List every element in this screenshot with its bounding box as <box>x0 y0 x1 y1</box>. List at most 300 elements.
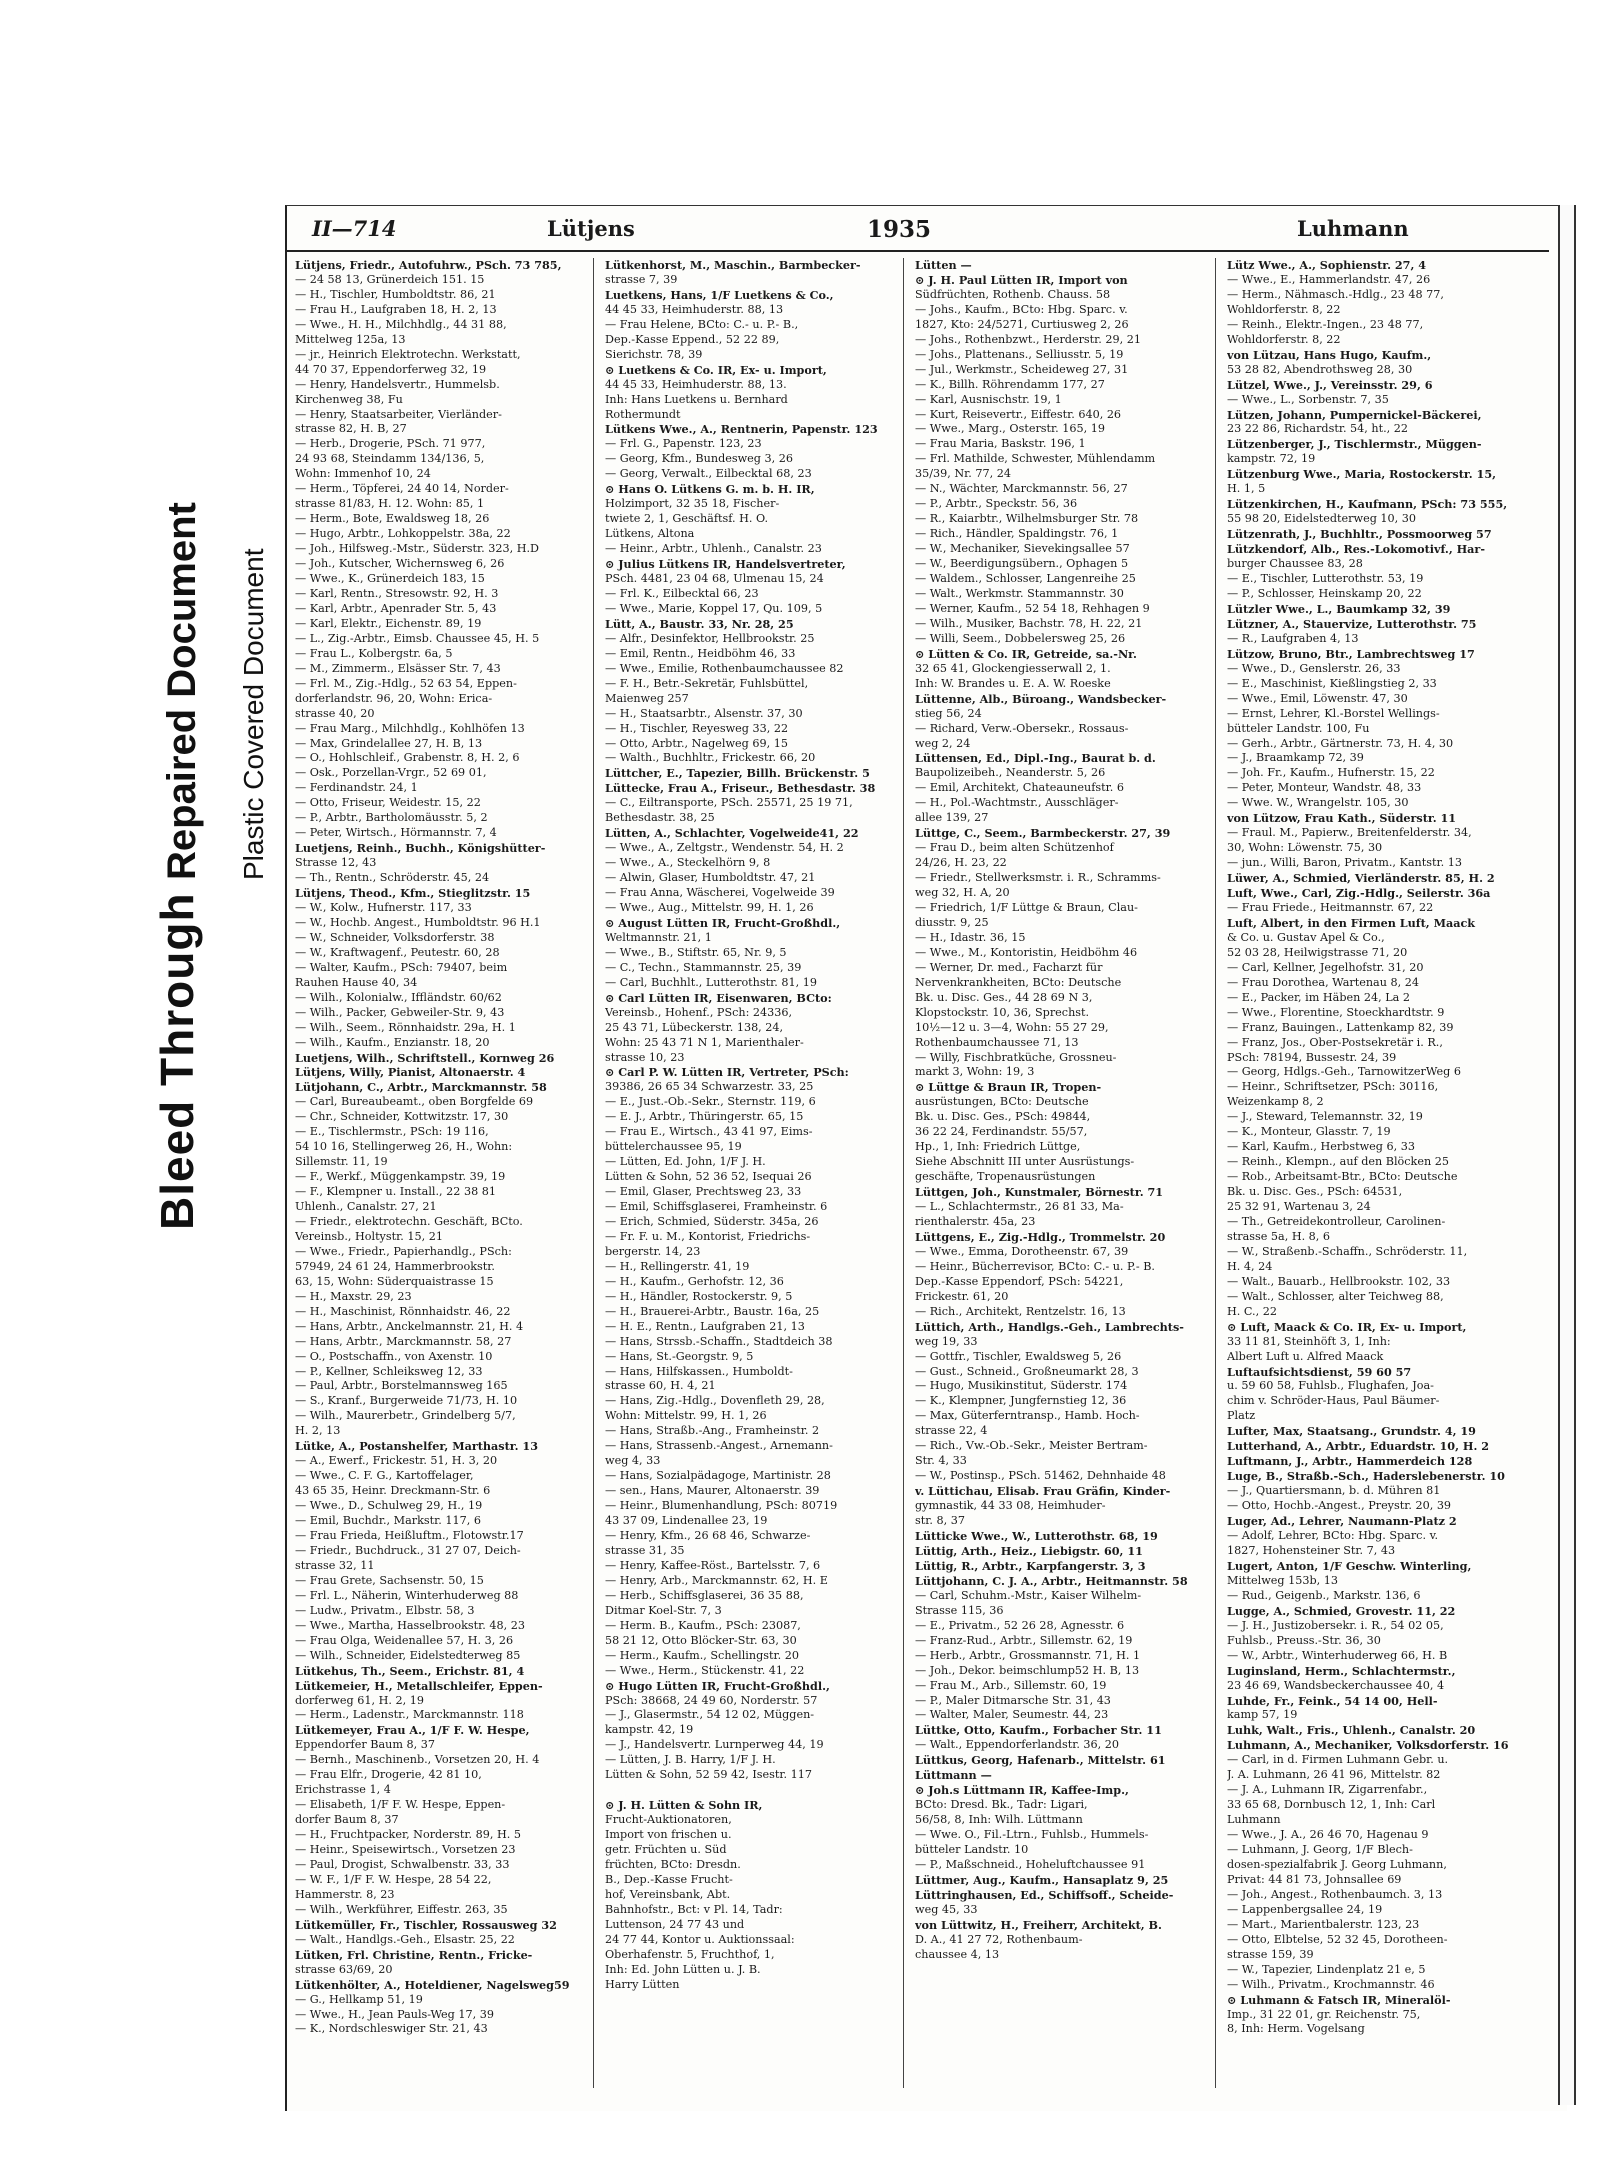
directory-entry-line: Lütten & Sohn, 52 59 42, Isestr. 117 <box>605 1768 812 1782</box>
directory-entry-line: Lütkemeier, H., Metallschleifer, Eppen- <box>295 1678 543 1693</box>
directory-entry-line: — Hugo, Musikinstitut, Süderstr. 174 <box>915 1379 1128 1393</box>
directory-entry-line: — Wwe., L., Sorbenstr. 7, 35 <box>1227 392 1389 406</box>
directory-entry-line: Luttenson, 24 77 43 und <box>605 1917 745 1931</box>
directory-entry-line: — Rich., Händler, Spaldingstr. 76, 1 <box>915 527 1119 541</box>
column-2 <box>605 258 904 2088</box>
directory-entry-line: weg 45, 33 <box>915 1902 978 1916</box>
directory-entry-line: — Herb., Arbtr., Grossmannstr. 71, H. 1 <box>915 1648 1141 1662</box>
directory-entry-line: — Hans, Strassenb.-Angest., Arnemann- <box>605 1439 833 1453</box>
directory-entry-line: — Werner, Dr. med., Facharzt für <box>915 960 1103 974</box>
directory-entry-line: Dep.-Kasse Eppendorf, PSch: 54221, <box>915 1274 1124 1288</box>
directory-entry-line: Lüttig, R., Arbtr., Karpfangerstr. 3, 3 <box>915 1558 1146 1573</box>
directory-entry-line: — Bernh., Maschinenb., Vorsetzen 20, H. 4 <box>295 1753 540 1767</box>
directory-entry-line: PSch: 38668, 24 49 60, Norderstr. 57 <box>605 1693 818 1707</box>
directory-entry-line: Lüttcher, E., Tapezier, Billh. Brückenstr. 5 <box>605 766 870 781</box>
directory-entry-line: — Luhmann, J. Georg, 1/F Blech- <box>1227 1843 1413 1857</box>
directory-entry-line: — sen., Hans, Maurer, Altonaerstr. 39 <box>605 1484 820 1498</box>
directory-entry-line: — Paul, Drogist, Schwalbenstr. 33, 33 <box>295 1857 510 1871</box>
directory-entry-line: — Frl. M., Zig.-Hdlg., 52 63 54, Eppen- <box>295 676 517 690</box>
directory-entry-line: Wohn: 25 43 71 N 1, Marienthaler- <box>605 1035 804 1049</box>
directory-entry-line: — Friedr., elektrotechn. Geschäft, BCto. <box>295 1215 523 1228</box>
directory-entry-line: — Gerh., Arbtr., Gärtnerstr. 73, H. 4, 30 <box>1227 736 1454 750</box>
directory-entry-line: — E., Tischler, Lutterothstr. 53, 19 <box>1227 572 1424 586</box>
directory-entry-line: — Frau H., Laufgraben 18, H. 2, 13 <box>295 302 497 316</box>
directory-entry-line: — F., Klempner u. Install., 22 38 81 <box>295 1185 496 1199</box>
directory-entry-line: ⊙ Lüttge & Braun IR, Tropen- <box>915 1080 1102 1095</box>
directory-entry-line: — R., Laufgraben 4, 13 <box>1227 631 1359 645</box>
directory-entry-line: Wohldorferstr. 8, 22 <box>1227 302 1341 316</box>
directory-entry-line: Lüttringhausen, Ed., Schiffsoff., Scheide- <box>915 1887 1174 1902</box>
directory-page <box>285 205 1567 2111</box>
directory-entry-line: ⊙ J. H. Paul Lütten IR, Import von <box>915 272 1128 287</box>
directory-entry-line: Lütkehus, Th., Seem., Erichstr. 81, 4 <box>295 1663 525 1678</box>
directory-entry-line: — Wwe., Aug., Mittelstr. 99, H. 1, 26 <box>605 900 814 914</box>
header-year: 1935 <box>867 216 932 243</box>
directory-entry-line: — Frl. L., Näherin, Winterhuderweg 88 <box>295 1588 519 1602</box>
directory-entry-line: 25 43 71, Lübeckerstr. 138, 24, <box>605 1020 784 1034</box>
directory-entry-line: — Henry, Kaffee-Röst., Bartelsstr. 7, 6 <box>605 1558 821 1572</box>
directory-entry-line: — Jul., Werkmstr., Scheideweg 27, 31 <box>915 362 1129 376</box>
directory-entry-line: — Emil, Schiffsglaserei, Framheinstr. 6 <box>605 1200 828 1214</box>
directory-entry-line: — Herb., Schiffsglaserei, 36 35 88, <box>605 1588 804 1602</box>
directory-entry-line: — F. H., Betr.-Sekretär, Fuhlsbüttel, <box>605 676 809 690</box>
directory-entry-line: 1827, Kto: 24/5271, Curtiusweg 2, 26 <box>915 317 1129 331</box>
directory-entry-line: — Frl. K., Eilbecktal 66, 23 <box>605 586 759 600</box>
directory-entry-line: 23 46 69, Wandsbeckerchaussee 40, 4 <box>1227 1678 1445 1692</box>
directory-entry-line: — Werner, Kaufm., 52 54 18, Rehhagen 9 <box>915 601 1150 615</box>
directory-entry-line: — Walt., Eppendorferlandstr. 36, 20 <box>915 1738 1120 1752</box>
directory-entry-line: — Franz-Rud., Arbtr., Sillemstr. 62, 19 <box>915 1633 1133 1647</box>
directory-entry-line: ⊙ Luft, Maack & Co. IR, Ex- u. Import, <box>1227 1319 1467 1334</box>
directory-entry-line: — Georg, Kfm., Bundesweg 3, 26 <box>605 452 793 466</box>
directory-entry-line: Mittelweg 153b, 13 <box>1227 1573 1339 1587</box>
directory-entry-line: 10½—12 u. 3—4, Wohn: 55 27 29, <box>915 1020 1109 1034</box>
directory-entry-line: — Max, Grindelallee 27, H. B, 13 <box>295 736 483 750</box>
directory-entry-line: — Gottfr., Tischler, Ewaldsweg 5, 26 <box>915 1349 1122 1363</box>
directory-entry-line: ⊙ Carl Lütten IR, Eisenwaren, BCto: <box>605 990 832 1005</box>
directory-entry-line: 25 32 91, Wartenau 3, 24 <box>1227 1200 1371 1214</box>
directory-entry-line: — Hans, St.-Georgstr. 9, 5 <box>605 1349 754 1363</box>
directory-entry-line: v. Lüttichau, Elisab. Frau Gräfin, Kinder- <box>915 1484 1171 1499</box>
directory-entry-line: Luhk, Walt., Fris., Uhlenh., Canalstr. 20 <box>1227 1723 1476 1738</box>
directory-entry-line: — E. J., Arbtr., Thüringerstr. 65, 15 <box>605 1110 804 1124</box>
directory-entry-line: — J. A., Luhmann IR, Zigarrenfabr., <box>1227 1783 1428 1797</box>
directory-entry-line: — Heinr., Speisewirtsch., Vorsetzen 23 <box>295 1843 516 1857</box>
directory-entry-line: J. A. Luhmann, 26 41 96, Mittelstr. 82 <box>1227 1768 1441 1782</box>
directory-entry-line: — E., Tischlermstr., PSch: 19 116, <box>295 1125 489 1139</box>
directory-entry-line: — H., Maschinist, Rönnhaidstr. 46, 22 <box>295 1304 511 1318</box>
directory-entry-line: früchten, BCto: Dresdn. <box>605 1857 741 1871</box>
directory-entry-line: ⊙ Lütten & Co. IR, Getreide, sa.-Nr. <box>915 646 1137 661</box>
directory-entry-line: Luft, Wwe., Carl, Zig.-Hdlg., Seilerstr. 36a <box>1227 886 1491 901</box>
directory-entry-line: — Frl. Mathilde, Schwester, Mühlendamm <box>915 452 1156 466</box>
directory-entry-line: — Walth., Buchhltr., Frickestr. 66, 20 <box>605 751 816 765</box>
directory-entry-line: Lüttich, Arth., Handlgs.-Geh., Lambrechts- <box>915 1319 1184 1334</box>
directory-entry-line: — Wwe., B., Stiftstr. 65, Nr. 9, 5 <box>605 945 787 959</box>
directory-entry-line: Kirchenweg 38, Fu <box>295 392 403 406</box>
directory-entry-line: — Walter, Maler, Seumestr. 44, 23 <box>915 1708 1109 1722</box>
directory-entry-line: — W., Arbtr., Winterhuderweg 66, H. B <box>1227 1648 1448 1662</box>
directory-entry-line: — Wwe., Marg., Osterstr. 165, 19 <box>915 422 1105 436</box>
directory-entry-line: Luetjens, Wilh., Schriftstell., Kornweg 26 <box>295 1050 555 1065</box>
directory-entry-line: ⊙ Hans O. Lütkens G. m. b. H. IR, <box>605 482 815 497</box>
directory-entry-line: — Friedr., Buchdruck., 31 27 07, Deich- <box>295 1543 521 1557</box>
directory-entry-line: — H., Händler, Rostockerstr. 9, 5 <box>605 1289 793 1303</box>
directory-entry-line: strasse 10, 23 <box>605 1050 685 1064</box>
directory-entry-line: — Wilh., Kolonialw., Iffländstr. 60/62 <box>295 990 502 1004</box>
bleed-through-label: Bleed Through <box>151 892 203 1230</box>
directory-entry-line: — Joh., Dekor. beimschlump52 H. B, 13 <box>915 1663 1140 1677</box>
directory-entry-line: — Wwe., D., Genslerstr. 26, 33 <box>1227 661 1401 675</box>
directory-entry-line: — S., Kranf., Burgerweide 71/73, H. 10 <box>295 1394 518 1408</box>
directory-entry-line: Import von frischen u. <box>605 1828 732 1842</box>
directory-entry-line: — P., Arbtr., Speckstr. 56, 36 <box>915 497 1078 511</box>
repaired-document-label: Repaired Document <box>160 502 204 880</box>
directory-entry-line: strasse 40, 20 <box>295 706 375 720</box>
directory-entry-line: — W., Postinsp., PSch. 51462, Dehnhaide 48 <box>915 1469 1166 1483</box>
directory-entry-line: — Wwe., Emil, Löwenstr. 47, 30 <box>1227 691 1408 705</box>
directory-entry-line: — K., Klempner, Jungfernstieg 12, 36 <box>915 1394 1127 1408</box>
directory-entry-line: Wohldorferstr. 8, 22 <box>1227 332 1341 346</box>
directory-entry-line: — Karl, Arbtr., Apenrader Str. 5, 43 <box>295 601 497 615</box>
directory-entry-line: — Karl, Rentn., Stresowstr. 92, H. 3 <box>295 586 499 600</box>
directory-entry-line: — E., Privatm., 52 26 28, Agnesstr. 6 <box>915 1618 1125 1632</box>
directory-entry-line: ⊙ Hugo Lütten IR, Frucht-Großhdl., <box>605 1678 830 1693</box>
directory-entry-line: 56/58, 8, Inh: Wilh. Lüttmann <box>915 1813 1083 1827</box>
directory-entry-line: — P., Kellner, Schleiksweg 12, 33 <box>295 1364 483 1378</box>
directory-entry-line: BCto: Dresd. Bk., Tadr: Ligari, <box>915 1798 1088 1812</box>
directory-entry-line: Inh: W. Brandes u. E. A. W. Roeske <box>915 676 1111 690</box>
directory-entry-line: — Hans, Arbtr., Marckmannstr. 58, 27 <box>295 1334 512 1348</box>
directory-entry-line: Lüttenne, Alb., Büroang., Wandsbecker- <box>915 691 1167 706</box>
directory-entry-line: — Walt., Bauarb., Hellbrookstr. 102, 33 <box>1227 1274 1451 1288</box>
directory-entry-line: weg 4, 33 <box>605 1454 661 1468</box>
directory-entry-line: Fuhlsb., Preuss.-Str. 36, 30 <box>1227 1633 1381 1647</box>
directory-entry-line: — Henry, Kfm., 26 68 46, Schwarze- <box>605 1529 811 1543</box>
directory-entry-line: Strasse 115, 36 <box>915 1603 1004 1617</box>
directory-entry-line: — jr., Heinrich Elektrotechn. Werkstatt, <box>295 347 521 361</box>
directory-entry-line: Lüttig, Arth., Heiz., Liebigstr. 60, 11 <box>915 1543 1143 1558</box>
directory-entry-line: Rauhen Hause 40, 34 <box>295 975 418 989</box>
directory-entry-line: 8, Inh: Herm. Vogelsang <box>1227 2022 1365 2036</box>
directory-entry-line: Lütjens, Theod., Kfm., Stieglitzstr. 15 <box>295 886 531 901</box>
directory-entry-line: — Rich., Vw.-Ob.-Sekr., Meister Bertram- <box>915 1439 1148 1453</box>
directory-entry-line: Wohn: Immenhof 10, 24 <box>295 467 431 481</box>
directory-entry-line: strasse 82, H. B, 27 <box>295 422 407 436</box>
directory-entry-line: — Th., Rentn., Schröderstr. 45, 24 <box>295 871 490 885</box>
directory-entry-line: Hammerstr. 8, 23 <box>295 1887 395 1901</box>
directory-entry-line: 57949, 24 61 24, Hammerbrookstr. <box>295 1259 495 1273</box>
directory-entry-line: Bethesdastr. 38, 25 <box>605 811 715 825</box>
directory-entry-line: 24/26, H. 23, 22 <box>915 856 1007 870</box>
directory-entry-line: Lüttgen, Joh., Kunstmaler, Börnestr. 71 <box>915 1185 1164 1200</box>
directory-entry-line: — Chr., Schneider, Kottwitzstr. 17, 30 <box>295 1110 509 1124</box>
directory-entry-line: — Carl, Buchhlt., Lutterothstr. 81, 19 <box>605 975 817 989</box>
directory-entry-line: — Hans, Strssb.-Schaffn., Stadtdeich 38 <box>605 1334 833 1348</box>
directory-entry-line: — J., Braamkamp 72, 39 <box>1227 751 1364 765</box>
directory-entry-line: — Lütten, J. B. Harry, 1/F J. H. <box>605 1753 776 1767</box>
directory-entry-line: Lützenkirchen, H., Kaufmann, PSch: 73 555, <box>1227 497 1508 512</box>
directory-entry-line: Luhde, Fr., Feink., 54 14 00, Hell- <box>1227 1693 1438 1708</box>
directory-entry-line: — Wilh., Kaufm., Enzianstr. 18, 20 <box>295 1035 490 1049</box>
directory-entry-line: Luginsland, Herm., Schlachtermstr., <box>1227 1663 1456 1678</box>
directory-entry-line: — Wilh., Seem., Rönnhaidstr. 29a, H. 1 <box>295 1020 516 1034</box>
directory-entry-line: Holzimport, 32 35 18, Fischer- <box>605 497 780 511</box>
directory-entry-line: — P., Maler Ditmarsche Str. 31, 43 <box>915 1693 1111 1707</box>
directory-entry-line: — Heinr., Schriftsetzer, PSch: 30116, <box>1227 1080 1439 1094</box>
directory-entry-line <box>605 1783 903 1798</box>
directory-entry-line: Lütkemüller, Fr., Tischler, Rossausweg 32 <box>295 1917 557 1932</box>
directory-entry-line: — J., Glasermstr., 54 12 02, Müggen- <box>605 1708 815 1722</box>
directory-entry-line: Lüttecke, Frau A., Friseur., Bethesdastr. 38 <box>605 781 876 796</box>
directory-entry-line: — Reinh., Elektr.-Ingen., 23 48 77, <box>1227 317 1424 331</box>
directory-entry-line: — Wilh., Maurerbetr., Grindelberg 5/7, <box>295 1409 516 1423</box>
directory-entry-line: dorferlandstr. 96, 20, Wohn: Erica- <box>295 691 493 705</box>
directory-entry-line: Lützow, Bruno, Btr., Lambrechtsweg 17 <box>1227 646 1475 661</box>
directory-entry-line: 30, Wohn: Löwenstr. 75, 30 <box>1227 841 1383 855</box>
directory-entry-line: von Lüttwitz, H., Freiherr, Architekt, B. <box>915 1917 1162 1932</box>
directory-entry-line: — H., Staatsarbtr., Alsenstr. 37, 30 <box>605 706 803 720</box>
directory-entry-line: Luftaufsichtsdienst, 59 60 57 <box>1227 1364 1412 1379</box>
directory-entry-line: strasse 22, 4 <box>915 1424 988 1438</box>
directory-entry-line: — Wwe., E., Hammerlandstr. 47, 26 <box>1227 272 1431 286</box>
directory-entry-line: Privat: 44 81 73, Johnsallee 69 <box>1227 1872 1402 1886</box>
directory-entry-line: u. 59 60 58, Fuhlsb., Flughafen, Joa- <box>1227 1379 1434 1393</box>
directory-entry-line: — Walter, Kaufm., PSch: 79407, beim <box>295 960 508 974</box>
directory-entry-line: Lütkens, Altona <box>605 527 695 541</box>
directory-entry-line: markt 3, Wohn: 19, 3 <box>915 1065 1035 1079</box>
directory-entry-line: 63, 15, Wohn: Süderquaistrasse 15 <box>295 1274 494 1288</box>
directory-entry-line: — Wilh., Packer, Gebweiler-Str. 9, 43 <box>295 1005 505 1019</box>
directory-entry-line: 43 37 09, Lindenallee 23, 19 <box>605 1514 768 1528</box>
directory-entry-line: kamp 57, 19 <box>1227 1708 1298 1722</box>
directory-entry-line: — Walt., Werkmstr. Stammannstr. 30 <box>915 586 1124 600</box>
directory-entry-line: 36 22 24, Ferdinandstr. 55/57, <box>915 1125 1088 1139</box>
directory-entry-line: Lugert, Anton, 1/F Geschw. Winterling, <box>1227 1558 1472 1573</box>
directory-entry-line: — H., Tischler, Humboldtstr. 86, 21 <box>295 287 496 301</box>
directory-entry-line: Lütt, A., Baustr. 33, Nr. 28, 25 <box>605 616 794 631</box>
directory-entry-line: — L., Schlachtermstr., 26 81 33, Ma- <box>915 1200 1124 1214</box>
directory-entry-line: H. C., 22 <box>1227 1304 1277 1318</box>
directory-entry-line: — Wwe., D., Schulweg 29, H., 19 <box>295 1499 483 1513</box>
directory-entry-line: — H., Kaufm., Gerhofstr. 12, 36 <box>605 1274 784 1288</box>
directory-entry-line: Lützen, Johann, Pumpernickel-Bäckerei, <box>1227 407 1482 422</box>
directory-entry-line: — 24 58 13, Grünerdeich 151. 15 <box>295 272 485 286</box>
directory-entry-line: — Walt., Schlosser, alter Teichweg 88, <box>1227 1289 1444 1303</box>
directory-entry-line: — Otto, Elbtelse, 52 32 45, Dorotheen- <box>1227 1932 1448 1946</box>
directory-entry-line: — Herm., Nähmasch.-Hdlg., 23 48 77, <box>1227 287 1444 301</box>
directory-entry-line: Lützenberger, J., Tischlermstr., Müggen- <box>1227 437 1482 452</box>
directory-entry-line: — Wwe., Florentine, Stoeckhardtstr. 9 <box>1227 1005 1445 1019</box>
directory-entry-line: — H., Fruchtpacker, Norderstr. 89, H. 5 <box>295 1828 521 1842</box>
directory-entry-line: Siehe Abschnitt III unter Ausrüstungs- <box>915 1155 1135 1169</box>
directory-entry-line: Lüttensen, Ed., Dipl.-Ing., Baurat b. d. <box>915 751 1156 766</box>
directory-entry-line: — Frau Friede., Heitmannstr. 67, 22 <box>1227 900 1434 914</box>
directory-entry-line: Ditmar Koel-Str. 7, 3 <box>605 1603 722 1617</box>
directory-entry-line: ⊙ Luetkens & Co. IR, Ex- u. Import, <box>605 362 827 377</box>
directory-entry-line: — Wwe., Herm., Stückenstr. 41, 22 <box>605 1663 805 1677</box>
directory-entry-line: — Peter, Wirtsch., Hörmannstr. 7, 4 <box>295 826 497 840</box>
directory-entry-line: Platz <box>1227 1409 1256 1423</box>
directory-entry-line: — Franz, Jos., Ober-Postsekretär i. R., <box>1227 1035 1443 1049</box>
directory-entry-line: Harry Lütten <box>605 1977 680 1991</box>
directory-entry-line: strasse 32, 11 <box>295 1558 375 1572</box>
directory-entry-line: gymnastik, 44 33 08, Heimhuder- <box>915 1499 1106 1513</box>
directory-entry-line: — Wwe., M., Kontoristin, Heidböhm 46 <box>915 945 1138 959</box>
directory-entry-line: — Henry, Handelsvertr., Hummelsb. <box>295 377 500 391</box>
directory-entry-line: — Franz, Bauingen., Lattenkamp 82, 39 <box>1227 1020 1454 1034</box>
directory-entry-line: — Willy, Fischbratküche, Grossneu- <box>915 1050 1117 1064</box>
directory-entry-line: Uhlenh., Canalstr. 27, 21 <box>295 1200 437 1214</box>
directory-entry-line: Luge, B., Straßb.-Sch., Haderslebenerstr. 10 <box>1227 1469 1505 1484</box>
directory-entry-line: dosen-spezialfabrik J. Georg Luhmann, <box>1227 1857 1447 1871</box>
directory-entry-line: — Hans, Hilfskassen., Humboldt- <box>605 1364 793 1378</box>
directory-entry-line: — J., Handelsvertr. Lurnperweg 44, 19 <box>605 1738 824 1752</box>
directory-entry-line: — Carl, in d. Firmen Luhmann Gebr. u. <box>1227 1753 1449 1767</box>
directory-entry-line: — Alfr., Desinfektor, Hellbrookstr. 25 <box>605 631 815 645</box>
directory-entry-line: — Frau Helene, BCto: C.- u. P.- B., <box>605 317 799 331</box>
directory-entry-line: — Carl, Schuhm.-Mstr., Kaiser Wilhelm- <box>915 1588 1142 1602</box>
directory-entry-line: — Wwe., C. F. G., Kartoffelager, <box>295 1469 474 1483</box>
directory-entry-line: — Heinr., Blumenhandlung, PSch: 80719 <box>605 1499 838 1513</box>
directory-entry-line: — Fr. F. u. M., Kontorist, Friedrichs- <box>605 1229 811 1243</box>
directory-entry-line: & Co. u. Gustav Apel & Co., <box>1227 930 1385 944</box>
directory-entry-line: — H., Idastr. 36, 15 <box>915 930 1026 944</box>
directory-entry-line: geschäfte, Tropenausrüstungen <box>915 1170 1096 1184</box>
column-1 <box>295 258 594 2088</box>
directory-entry-line: — J. H., Justizobersekr. i. R., 54 02 05, <box>1227 1618 1444 1632</box>
directory-entry-line: — K., Billh. Röhrendamm 177, 27 <box>915 377 1105 391</box>
directory-entry-line: — W., Hochb. Angest., Humboldtstr. 96 H.1 <box>295 915 541 929</box>
directory-entry-line: Sierichstr. 78, 39 <box>605 347 703 361</box>
directory-entry-line: 52 03 28, Heilwigstrasse 71, 20 <box>1227 945 1408 959</box>
directory-entry-line: Lütkenhorst, M., Maschin., Barmbecker- <box>605 258 861 272</box>
directory-entry-line: — H., Pol.-Wachtmstr., Ausschläger- <box>915 796 1119 810</box>
directory-entry-line: — Willi, Seem., Dobbelersweg 25, 26 <box>915 631 1126 645</box>
directory-entry-line: Lugge, A., Schmied, Grovestr. 11, 22 <box>1227 1603 1456 1618</box>
directory-entry-line: — E., Just.-Ob.-Sekr., Sternstr. 119, 6 <box>605 1095 816 1109</box>
directory-entry-line: dorferweg 61, H. 2, 19 <box>295 1693 424 1707</box>
directory-entry-line: — F., Werkf., Müggenkampstr. 39, 19 <box>295 1170 506 1184</box>
directory-entry-line: — Hans, Straßb.-Ang., Framheinstr. 2 <box>605 1424 820 1438</box>
directory-entry-line: — Karl, Kaufm., Herbstweg 6, 33 <box>1227 1140 1415 1154</box>
directory-entry-line: — Lappenbergsallee 24, 19 <box>1227 1902 1383 1916</box>
directory-entry-line: — O., Hohlschleif., Grabenstr. 8, H. 2, 6 <box>295 751 520 765</box>
directory-entry-line: Lütten, A., Schlachter, Vogelweide41, 22 <box>605 826 859 841</box>
directory-entry-line: Eppendorfer Baum 8, 37 <box>295 1738 435 1752</box>
directory-entry-line: — Wwe., J. A., 26 46 70, Hagenau 9 <box>1227 1828 1429 1842</box>
directory-entry-line: Maienweg 257 <box>605 691 689 705</box>
directory-entry-line: Wohn: Mittelstr. 99, H. 1, 26 <box>605 1409 767 1423</box>
directory-entry-line: — P., Maßschneid., Hoheluftchaussee 91 <box>915 1857 1146 1871</box>
directory-entry-line: — H., Tischler, Reyesweg 33, 22 <box>605 721 789 735</box>
directory-entry-line: Strasse 12, 43 <box>295 856 377 870</box>
directory-entry-line: Luhmann, A., Mechaniker, Volksdorferstr. 16 <box>1227 1738 1509 1753</box>
directory-entry-line: — W., Straßenb.-Schaffn., Schröderstr. 11, <box>1227 1244 1468 1258</box>
directory-entry-line: 53 28 82, Abendrothsweg 28, 30 <box>1227 362 1413 376</box>
directory-entry-line: strasse 5a, H. 8, 6 <box>1227 1229 1331 1243</box>
directory-entry-line: Oberhafenstr. 5, Fruchthof, 1, <box>605 1947 775 1961</box>
directory-entry-line: strasse 7, 39 <box>605 272 678 286</box>
directory-entry-line: — Wilh., Musiker, Bachstr. 78, H. 22, 21 <box>915 616 1143 630</box>
directory-entry-line: ⊙ Carl P. W. Lütten IR, Vertreter, PSch: <box>605 1065 849 1080</box>
directory-entry-line: Lüttgens, E., Zig.-Hdlg., Trommelstr. 20 <box>915 1229 1166 1244</box>
directory-entry-line: — Frau Dorothea, Wartenau 8, 24 <box>1227 975 1419 989</box>
directory-entry-line: — W., Kolw., Hufnerstr. 117, 33 <box>295 900 472 914</box>
directory-entry-line: — Wwe., A., Zeltgstr., Wendenstr. 54, H. 2 <box>605 841 844 855</box>
directory-entry-line: — Ernst, Lehrer, Kl.-Borstel Wellings- <box>1227 706 1440 720</box>
directory-entry-line: — Hans, Zig.-Hdlg., Dovenfleth 29, 28, <box>605 1394 825 1408</box>
directory-entry-line: — Max, Güterferntransp., Hamb. Hoch- <box>915 1409 1140 1423</box>
directory-entry-line: — M., Zimmerm., Elsässer Str. 7, 43 <box>295 661 501 675</box>
directory-entry-line: — Fraul. M., Papierw., Breitenfelderstr. 34, <box>1227 826 1472 840</box>
header-rule <box>287 250 1549 252</box>
directory-entry-line: — H., Rellingerstr. 41, 19 <box>605 1259 750 1273</box>
directory-entry-line: — Wwe., A., Steckelhörn 9, 8 <box>605 856 771 870</box>
directory-entry-line: — Frau E., Wirtsch., 43 41 97, Eims- <box>605 1125 813 1139</box>
directory-entry-line: Lütticke Wwe., W., Lutterothstr. 68, 19 <box>915 1529 1158 1544</box>
directory-entry-line: — Wwe., K., Grünerdeich 183, 15 <box>295 572 485 586</box>
directory-entry-line: — Wwe., Emma, Dorotheenstr. 67, 39 <box>915 1244 1129 1258</box>
directory-entry-line: — C., Eiltransporte, PSch. 25571, 25 19 71, <box>605 796 853 810</box>
directory-entry-line: D. A., 41 27 72, Rothenbaum- <box>915 1932 1083 1946</box>
directory-entry-line: Bk. u. Disc. Ges., PSch: 49844, <box>915 1110 1091 1124</box>
directory-entry-line: — W., Mechaniker, Sievekingsallee 57 <box>915 542 1130 556</box>
directory-entry-line: — Hugo, Arbtr., Lohkoppelstr. 38a, 22 <box>295 527 511 541</box>
directory-entry-line: — Wwe., Marie, Koppel 17, Qu. 109, 5 <box>605 601 823 615</box>
directory-entry-line: Inh: Ed. John Lütten u. J. B. <box>605 1962 761 1976</box>
directory-entry-line: Lütkenhölter, A., Hoteldiener, Nagelsweg59 <box>295 1977 570 1992</box>
directory-entry-line: — Otto, Hochb.-Angest., Preystr. 20, 39 <box>1227 1499 1452 1513</box>
directory-entry-line: — Paul, Arbtr., Borstelmannsweg 165 <box>295 1379 508 1393</box>
directory-entry-line: — Rich., Architekt, Rentzelstr. 16, 13 <box>915 1304 1126 1318</box>
directory-entry-line: Lützner, A., Stauervize, Lutterothstr. 75 <box>1227 616 1477 631</box>
directory-entry-line: strasse 60, H. 4, 21 <box>605 1379 716 1393</box>
directory-entry-line: — Johs., Kaufm., BCto: Hbg. Sparc. v. <box>915 302 1128 316</box>
directory-entry-line: von Lützow, Frau Kath., Süderstr. 11 <box>1227 811 1457 826</box>
directory-entry-line: — Herm. B., Kaufm., PSch: 23087, <box>605 1618 801 1632</box>
directory-entry-line: — Carl, Bureaubeamt., oben Borgfelde 69 <box>295 1095 534 1109</box>
directory-entry-line: 55 98 20, Eidelstedterweg 10, 30 <box>1227 512 1417 526</box>
directory-entry-line: ausrüstungen, BCto: Deutsche <box>915 1095 1089 1109</box>
directory-entry-line: — Erich, Schmied, Süderstr. 345a, 26 <box>605 1215 819 1228</box>
directory-entry-line: — W., Beerdigungsübern., Ophagen 5 <box>915 557 1129 571</box>
directory-entry-line: PSch: 78194, Bussestr. 24, 39 <box>1227 1050 1397 1064</box>
directory-entry-line: 24 77 44, Kontor u. Auktionssaal: <box>605 1932 795 1946</box>
directory-entry-line: — Waldem., Schlosser, Langenreihe 25 <box>915 572 1136 586</box>
directory-entry-line: — Frau Anna, Wäscherei, Vogelweide 39 <box>605 886 835 900</box>
directory-entry-line: — Hans, Arbtr., Anckelmannstr. 21, H. 4 <box>295 1319 524 1333</box>
directory-entry-line: — Henry, Arb., Marckmannstr. 62, H. E <box>605 1573 828 1587</box>
directory-entry-line: diusstr. 9, 25 <box>915 915 989 929</box>
directory-entry-line: 44 70 37, Eppendorferweg 32, 19 <box>295 362 487 376</box>
directory-entry-line: Lützkendorf, Alb., Res.-Lokomotivf., Har- <box>1227 542 1485 557</box>
directory-entry-line: Lütkens Wwe., A., Rentnerin, Papenstr. 123 <box>605 422 878 437</box>
directory-entry-line: Nervenkrankheiten, BCto: Deutsche <box>915 975 1122 989</box>
directory-entry-line: — Frau Maria, Baskstr. 196, 1 <box>915 437 1086 451</box>
directory-entry-line: 58 21 12, Otto Blöcker-Str. 63, 30 <box>605 1633 797 1647</box>
directory-entry-line: hof, Vereinsbank, Abt. <box>605 1887 731 1901</box>
directory-entry-line: Rothermundt <box>605 407 681 421</box>
directory-entry-line: Lützler Wwe., L., Baumkamp 32, 39 <box>1227 601 1451 616</box>
directory-entry-line: Frickestr. 61, 20 <box>915 1289 1009 1303</box>
directory-entry-line: — Herm., Töpferei, 24 40 14, Norder- <box>295 482 509 496</box>
directory-entry-line: — Wwe. O., Fil.-Ltrn., Fuhlsb., Hummels- <box>915 1828 1149 1842</box>
directory-entry-line: strasse 81/83, H. 12. Wohn: 85, 1 <box>295 497 485 511</box>
directory-entry-line: — Friedrich, 1/F Lüttge & Braun, Clau- <box>915 900 1138 914</box>
directory-entry-line: — Rob., Arbeitsamt-Btr., BCto: Deutsche <box>1227 1170 1458 1184</box>
directory-entry-line: — K., Nordschleswiger Str. 21, 43 <box>295 2022 488 2036</box>
